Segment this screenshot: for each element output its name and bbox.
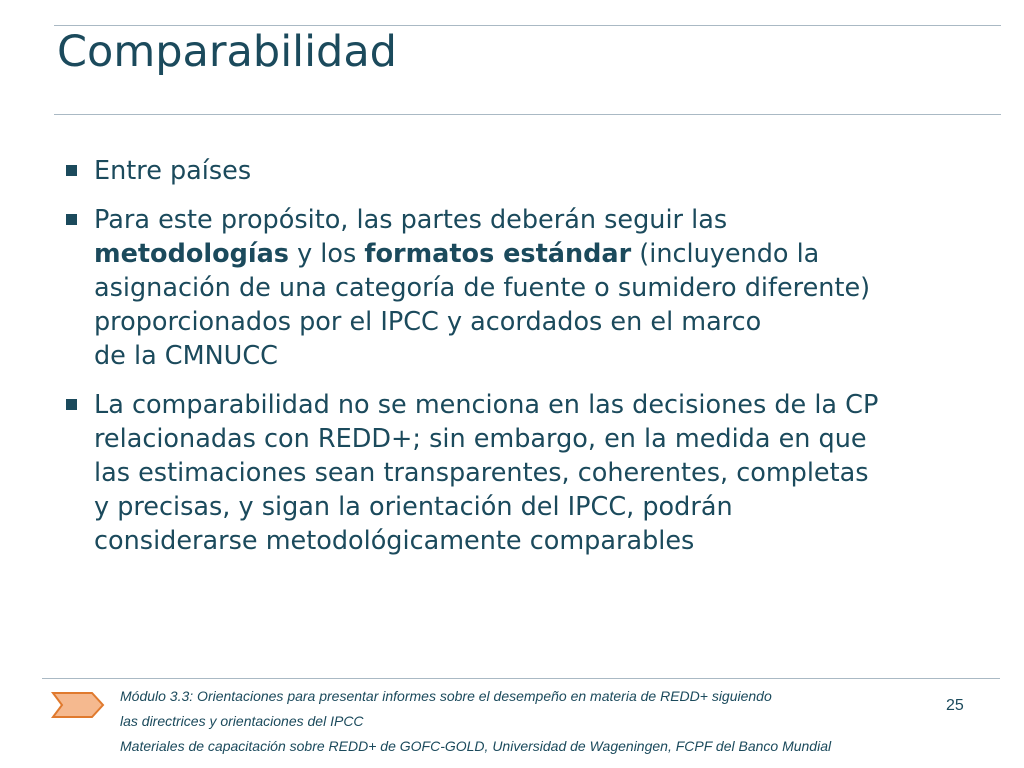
bullet-line: Para este propósito, las partes deberán seguir las xyxy=(94,205,728,235)
slide-title: Comparabilidad xyxy=(57,27,397,77)
square-bullet-icon xyxy=(66,165,77,176)
bullet-line: La comparabilidad no se menciona en las decisiones de la CP xyxy=(94,390,879,420)
footer-module-line-2: las directrices y orientaciones del IPCC xyxy=(120,713,364,729)
bullet-text xyxy=(94,203,986,373)
page-number: 25 xyxy=(946,697,964,714)
bullet-line: considerarse metodológicamente comparables xyxy=(94,526,695,556)
bullet-item xyxy=(66,388,986,558)
bullet-line: las estimaciones sean transparentes, coherentes, completas xyxy=(94,458,869,488)
bullet-text xyxy=(94,388,986,558)
bullet-line: asignación de una categoría de fuente o sumidero diferente) xyxy=(94,273,871,303)
text-run: y los xyxy=(289,239,365,269)
bold-term: metodologías xyxy=(94,239,289,269)
footer-rule xyxy=(42,678,1000,679)
bullet-item xyxy=(66,203,986,373)
bullet-text: Entre países xyxy=(94,156,252,186)
bullet-line: relacionadas con REDD+; sin embargo, en la medida en que xyxy=(94,424,867,454)
bold-term: formatos estándar xyxy=(364,239,632,269)
bullet-line: y precisas, y sigan la orientación del IPCC, podrán xyxy=(94,492,733,522)
bullet-list xyxy=(66,154,986,573)
footer-module-line-1: Módulo 3.3: Orientaciones para presentar informes sobre el desempeño en materia de REDD+ siguiendo xyxy=(120,688,772,704)
square-bullet-icon xyxy=(66,214,77,225)
bullet-line: proporcionados por el IPCC y acordados en el marco xyxy=(94,307,762,337)
bullet-line: de la CMNUCC xyxy=(94,341,278,371)
bullet-item xyxy=(66,154,986,188)
title-rule xyxy=(54,114,1001,115)
text-run: (incluyendo la xyxy=(631,239,820,269)
arrow-chevron-icon xyxy=(50,690,106,720)
square-bullet-icon xyxy=(66,399,77,410)
footer-materials-line: Materiales de capacitación sobre REDD+ de GOFC-GOLD, Universidad de Wageningen, FCPF del Banco Mundial xyxy=(120,738,832,754)
bullet-line xyxy=(94,237,986,271)
